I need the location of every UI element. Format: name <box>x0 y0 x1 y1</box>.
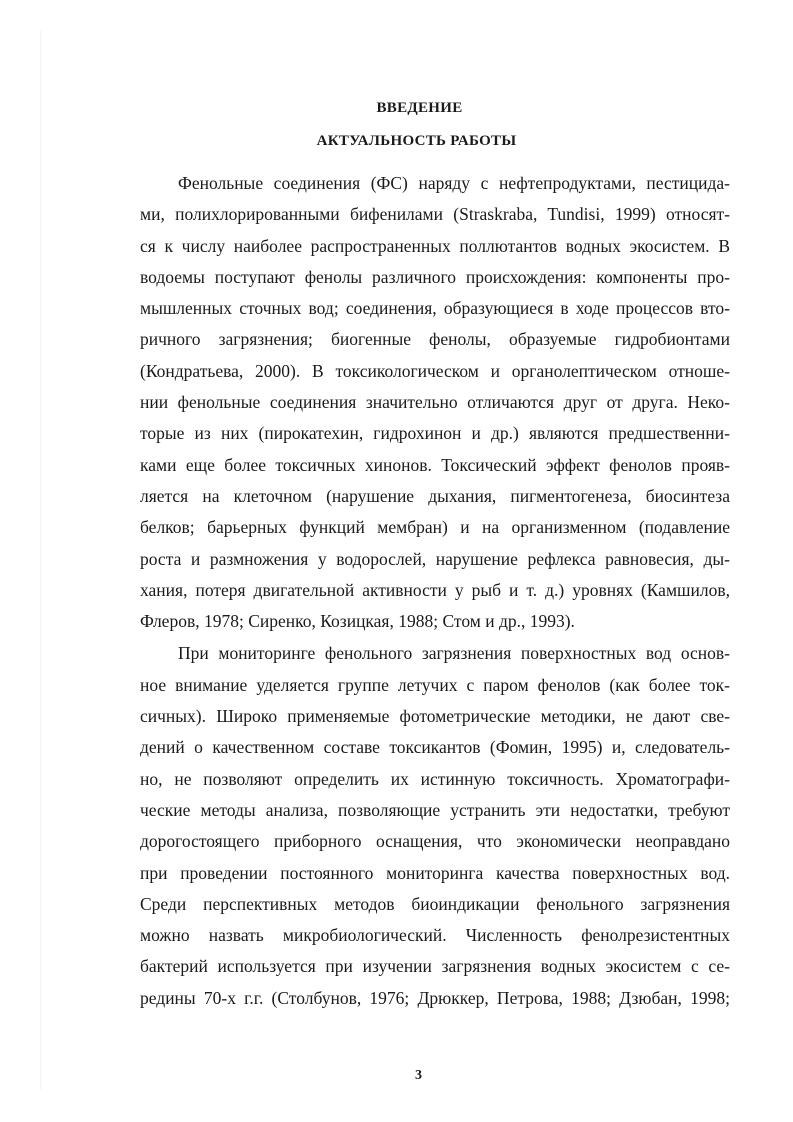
text-line: ся к числу наиболее распространенных поллютантов водных экосистем. В <box>140 235 730 256</box>
body-text <box>140 168 730 1014</box>
text-line: ми, полихлорированными бифенилами (Straskraba, Tundisi, 1999) относят- <box>140 204 730 225</box>
text-line: роста и размножения у водорослей, нарушение рефлекса равновесия, ды- <box>140 548 730 569</box>
section-heading-relevance: АКТУАЛЬНОСТЬ РАБОТЫ <box>316 133 517 149</box>
text-line: дений о качественном составе токсикантов (Фомин, 1995) и, следователь- <box>140 737 730 758</box>
text-line: Флеров, 1978; Сиренко, Козицкая, 1988; Стом и др., 1993). <box>140 611 575 632</box>
text-line: мышленных сточных вод; соединения, образующиеся в ходе процессов вто- <box>140 298 730 319</box>
text-line: нии фенольные соединения значительно отличаются друг от друга. Неко- <box>140 392 730 413</box>
text-line: сичных). Широко применяемые фотометрические методики, не дают све- <box>140 706 730 727</box>
text-line: ное внимание уделяется группе летучих с паром фенолов (как более ток- <box>140 674 730 695</box>
paragraph-2 <box>140 638 730 1014</box>
text-line: ками еще более токсичных хинонов. Токсический эффект фенолов прояв- <box>140 454 730 475</box>
text-line: Фенольные соединения (ФС) наряду с нефтепродуктами, пестицида- <box>178 173 730 193</box>
text-line: хания, потеря двигательной активности у рыб и т. д.) уровнях (Камшилов, <box>140 579 730 600</box>
text-line: торые из них (пирокатехин, гидрохинон и др.) являются предшественни- <box>140 423 730 444</box>
text-line: можно назвать микробиологический. Численность фенолрезистентных <box>140 925 730 946</box>
text-line: ричного загрязнения; биогенные фенолы, образуемые гидробионтами <box>140 329 730 350</box>
section-heading-introduction: ВВЕДЕНИЕ <box>376 100 463 116</box>
text-line: ческие методы анализа, позволяющие устранить эти недостатки, требуют <box>140 799 730 820</box>
text-line: редины 70-х г.г. (Столбунов, 1976; Дрюккер, Петрова, 1988; Дзюбан, 1998; <box>140 987 730 1008</box>
text-line: При мониторинге фенольного загрязнения поверхностных вод основ- <box>178 643 730 664</box>
text-line: водоемы поступают фенолы различного происхождения: компоненты про- <box>140 266 730 287</box>
page-number: 3 <box>415 1068 422 1083</box>
text-line: дорогостоящего приборного оснащения, что экономически неоправдано <box>140 831 730 852</box>
paragraph-1 <box>140 168 730 637</box>
text-line: при проведении постоянного мониторинга качества поверхностных вод. <box>140 862 730 883</box>
text-line: белков; барьерных функций мембран) и на организменном (подавление <box>140 517 730 538</box>
text-line: ляется на клеточном (нарушение дыхания, пигментогенеза, биосинтеза <box>140 485 730 506</box>
text-line: бактерий используется при изучении загрязнения водных экосистем с се- <box>140 956 730 977</box>
text-line: Среди перспективных методов биоиндикации фенольного загрязнения <box>140 893 730 914</box>
text-line: но, не позволяют определить их истинную токсичность. Хроматографи- <box>140 768 730 789</box>
scan-edge-shadow <box>40 30 41 1090</box>
text-line: (Кондратьева, 2000). В токсикологическом и органолептическом отноше- <box>140 360 730 381</box>
